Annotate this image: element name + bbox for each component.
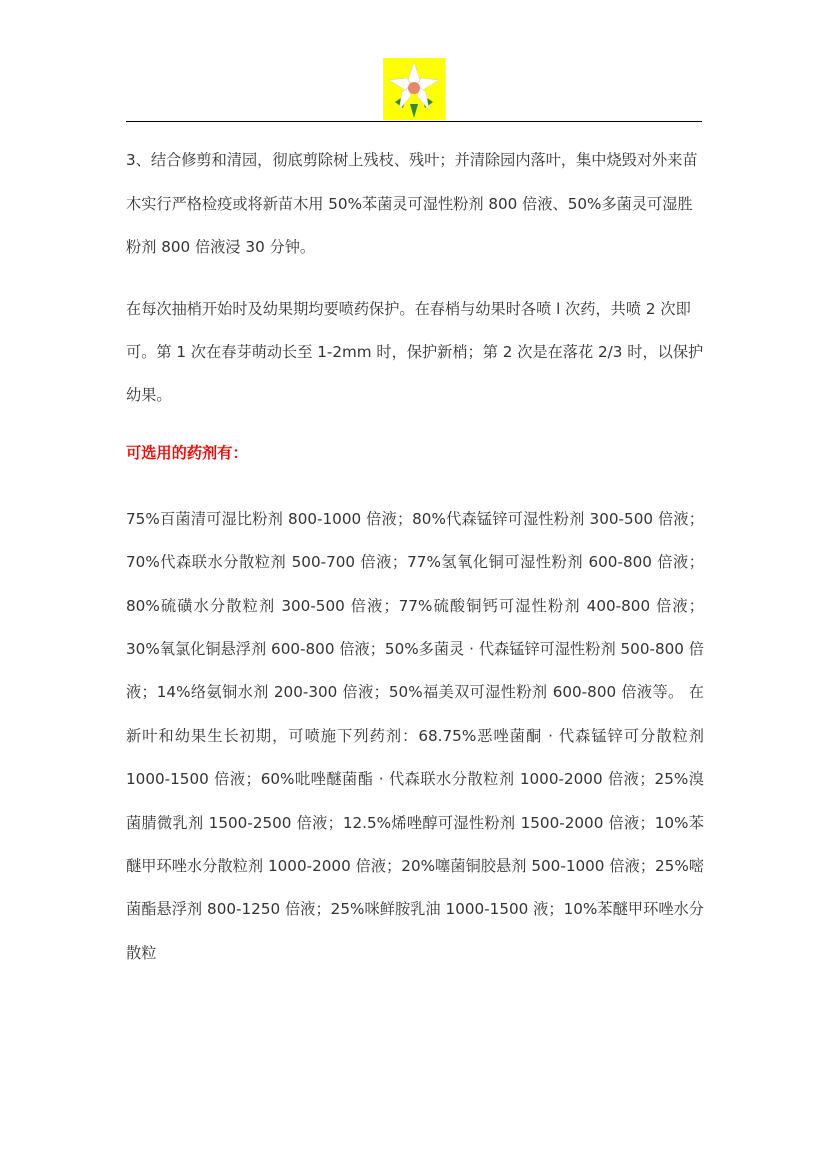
yellow-flower-logo-icon — [383, 58, 445, 120]
paragraph-pesticide-list: 75%百菌清可湿比粉剂 800-1000 倍液；80%代森锰锌可湿性粉剂 300-500 倍液；70%代森联水分散粒剂 500-700 倍液；77%氢氧化铜可湿性粉剂 600-800 倍液；80%硫磺水分散粒剂 300-500 倍液；77%硫酸铜钙可湿性粉剂 400-800 倍液；30%氧氯化铜悬浮剂 600-800 倍液；50%多菌灵 · 代森锰锌可湿性粉剂 500-800 倍液；14%络氨铜水剂 200-300 倍液；50%福美双可湿性粉剂 600-800 倍液等。 在新叶和幼果生长初期，可喷施下列药剂：68.75%恶唑菌酮 · 代森锰锌可分散粒剂 1000-1500 倍液；60%吡唑醚菌酯 · 代森联水分散粒剂 1000-2000 倍液；25%溴菌腈微乳剂 1500-2500 倍液；12.5%烯唑醇可湿性粉剂 1500-2000 倍液；10%苯醚甲环唑水分散粒剂 1000-2000 倍液；20%噻菌铜胶悬剂 500-1000 倍液；25%嘧菌酯悬浮剂 800-1250 倍液；25%咪鲜胺乳油 1000-1500 液；10%苯醚甲环唑水分散粒 — [126, 509, 704, 962]
document-body — [126, 139, 704, 975]
page-header — [126, 0, 702, 122]
paragraph-spray-timing: 在每次抽梢开始时及幼果期均要喷药保护。在春梢与幼果时各喷 l 次药，共喷 2 次即可。第 1 次在春芽萌动长至 1-2mm 时，保护新梢；第 2 次是在落花 2/3 时，以保护幼果。 — [126, 299, 704, 405]
flower-logo-svg — [383, 58, 445, 120]
paragraph-pruning: 3、结合修剪和清园，彻底剪除树上残枝、残叶；并清除园内落叶，集中烧毁对外来苗木实行严格检疫或将新苗木用 50%苯菌灵可湿性粉剂 800 倍液、50%多菌灵可湿胜粉剂 800 倍液浸 30 分钟。 — [126, 151, 698, 256]
header-divider — [126, 121, 702, 122]
section-heading-pesticides: 可选用的药剂有： — [126, 443, 248, 462]
